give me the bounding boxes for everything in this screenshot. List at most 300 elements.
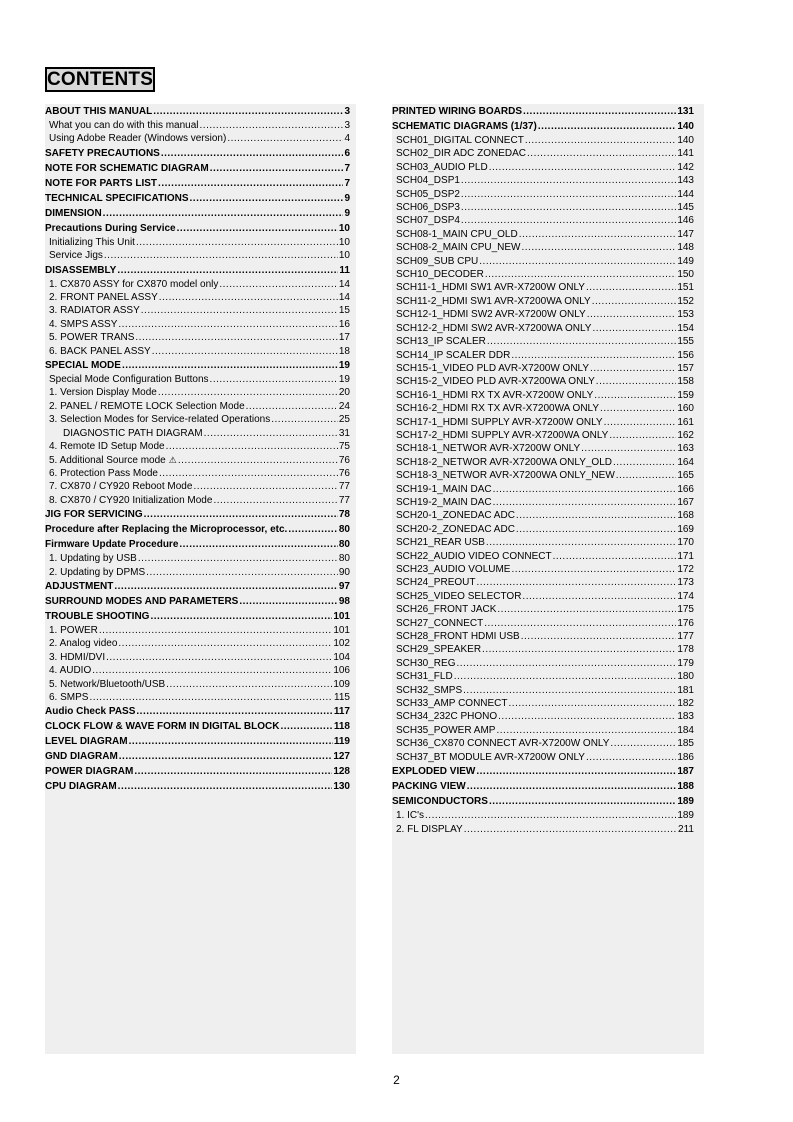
toc-entry[interactable]	[392, 335, 704, 348]
toc-entry-title: SEMICONDUCTORS	[392, 796, 488, 808]
toc-page-number: 80	[338, 553, 350, 565]
dot-leader	[525, 134, 677, 147]
toc-entry-title: POWER DIAGRAM	[45, 766, 134, 778]
dot-leader	[521, 241, 676, 254]
toc-entry[interactable]	[392, 684, 704, 697]
toc-page-number: 3	[344, 106, 350, 117]
dot-leader	[461, 214, 676, 227]
toc-entry-title: 2. Analog video	[49, 638, 118, 650]
toc-page-number: 174	[677, 590, 694, 602]
dot-leader	[486, 536, 676, 549]
dot-leader	[527, 147, 676, 160]
toc-page-number: 3	[344, 120, 350, 131]
toc-page-number: 20	[338, 387, 350, 399]
toc-page-number: 140	[677, 135, 694, 146]
dot-leader	[161, 146, 344, 161]
toc-page-number: 128	[333, 766, 350, 778]
toc-page-number: 24	[338, 400, 350, 412]
toc-page-number: 159	[677, 389, 694, 401]
toc-entry[interactable]	[392, 576, 704, 589]
toc-entry[interactable]	[392, 375, 704, 388]
toc-entry-title: SCH20-1_ZONEDAC ADC	[396, 510, 515, 522]
toc-entry[interactable]	[45, 704, 356, 719]
toc-entry[interactable]	[392, 295, 704, 308]
toc-entry-title: 1. POWER	[49, 624, 98, 636]
toc-entry-title: NOTE FOR PARTS LIST	[45, 177, 158, 189]
toc-page-number: 147	[677, 228, 694, 240]
toc-page-number: 148	[677, 242, 694, 254]
toc-entry[interactable]	[45, 522, 356, 537]
toc-page-number: 155	[677, 336, 694, 348]
toc-entry-title: PRINTED WIRING BOARDS	[392, 106, 522, 117]
toc-page-number: 7	[344, 177, 350, 189]
toc-entry[interactable]	[392, 268, 704, 281]
toc-entry[interactable]	[45, 278, 356, 291]
dot-leader	[122, 358, 338, 373]
toc-entry-title: SCH11-2_HDMI SW1 AVR-X7200WA ONLY	[396, 295, 591, 307]
toc-entry-title: Audio Check PASS	[45, 706, 136, 718]
toc-entry[interactable]	[45, 691, 356, 704]
toc-page-number: 154	[677, 322, 694, 334]
toc-entry[interactable]	[392, 737, 704, 750]
toc-page-number: 158	[677, 376, 694, 388]
toc-entry[interactable]	[392, 188, 704, 201]
dot-leader	[456, 657, 676, 670]
dot-leader	[136, 704, 332, 719]
dot-leader	[117, 263, 338, 278]
toc-entry-title: 6. Protection Pass Mode	[49, 467, 158, 479]
toc-page-number: 161	[677, 416, 694, 428]
toc-entry-title: SCH30_REG	[396, 657, 456, 669]
toc-page-number: 7	[344, 162, 350, 174]
toc-entry[interactable]	[45, 494, 356, 507]
toc-entry[interactable]	[45, 664, 356, 677]
toc-page-number: 186	[677, 751, 694, 763]
dot-leader	[146, 566, 338, 579]
toc-entry[interactable]	[45, 637, 356, 650]
toc-entry-title: SCH08-2_MAIN CPU_NEW	[396, 242, 521, 254]
toc-entry-title: SCH20-2_ZONEDAC ADC	[396, 523, 515, 535]
toc-page-number: 14	[338, 292, 350, 304]
toc-page-number: 167	[677, 496, 694, 508]
toc-page-number: 78	[338, 509, 350, 521]
toc-entry[interactable]	[45, 373, 356, 386]
toc-entry[interactable]	[392, 255, 704, 268]
dot-leader	[596, 375, 677, 388]
toc-page-number: 151	[677, 282, 694, 294]
toc-entry-title: 2. Updating by DPMS	[49, 566, 146, 578]
toc-entry[interactable]	[392, 104, 704, 119]
dot-leader	[239, 594, 338, 609]
toc-entry[interactable]	[45, 454, 356, 467]
toc-entry[interactable]	[45, 176, 356, 191]
toc-entry-title: SCH13_IP SCALER	[396, 336, 486, 348]
toc-page-number: 10	[338, 222, 350, 234]
toc-page-number: 119	[333, 736, 350, 748]
toc-entry[interactable]	[45, 609, 356, 624]
toc-entry[interactable]	[392, 456, 704, 469]
dot-leader	[425, 809, 676, 822]
toc-entry[interactable]	[45, 236, 356, 249]
toc-entry-title: LEVEL DIAGRAM	[45, 736, 128, 748]
toc-entry-title: SCH19-2_MAIN DAC	[396, 496, 492, 508]
toc-entry-title: ADJUSTMENT	[45, 580, 114, 592]
toc-page-number: 4	[344, 133, 350, 145]
toc-entry[interactable]	[45, 304, 356, 317]
toc-entry-title: PACKING VIEW	[392, 781, 466, 793]
dot-leader	[136, 236, 338, 249]
toc-entry-title: DIAGNOSTIC PATH DIAGRAM	[63, 427, 203, 439]
toc-entry-title: SCH07_DSP4	[396, 215, 460, 227]
toc-entry[interactable]	[392, 416, 704, 429]
dot-leader	[210, 373, 338, 386]
toc-page-number: 160	[677, 403, 694, 415]
toc-entry-title: 8. CX870 / CY920 Initialization Mode	[49, 494, 213, 506]
toc-entry-title: 1. IC's	[396, 810, 425, 822]
toc-entry-title: 4. Remote ID Setup Mode	[49, 441, 165, 453]
dot-leader	[118, 779, 333, 794]
toc-entry[interactable]	[392, 362, 704, 375]
dot-leader	[586, 281, 676, 294]
toc-entry[interactable]	[45, 537, 356, 552]
toc-entry[interactable]	[45, 579, 356, 594]
dot-leader	[609, 429, 676, 442]
dot-leader	[479, 255, 676, 268]
toc-entry-title: ABOUT THIS MANUAL	[45, 106, 153, 117]
toc-page-number: 164	[677, 456, 694, 468]
toc-entry-title: SCH10_DECODER	[396, 269, 484, 281]
dot-leader	[590, 362, 676, 375]
dot-leader	[213, 494, 337, 507]
toc-entry-title: SCH37_BT MODULE AVR-X7200W ONLY	[396, 751, 585, 763]
toc-entry[interactable]	[392, 322, 704, 335]
toc-entry-title: 2. PANEL / REMOTE LOCK Selection Mode	[49, 400, 245, 412]
toc-entry-title: SCH28_FRONT HDMI USB	[396, 631, 520, 643]
toc-entry-title: 3. HDMI/DVI	[49, 651, 106, 663]
toc-entry-title: Service Jigs	[49, 250, 103, 262]
toc-entry-title: DIMENSION	[45, 207, 102, 219]
toc-entry-title: Precautions During Service	[45, 222, 176, 234]
dot-leader	[464, 823, 677, 836]
toc-entry-title: EXPLODED VIEW	[392, 766, 476, 778]
toc-entry[interactable]	[392, 281, 704, 294]
dot-leader	[493, 483, 677, 496]
toc-entry[interactable]	[45, 678, 356, 691]
toc-page-number: 76	[338, 454, 350, 466]
dot-leader	[454, 670, 677, 683]
toc-entry-title: 6. BACK PANEL ASSY	[49, 345, 151, 357]
toc-entry[interactable]	[392, 442, 704, 455]
toc-entry[interactable]	[392, 779, 704, 794]
warning-triangle-icon: ⚠	[168, 454, 177, 465]
toc-entry[interactable]	[45, 119, 356, 132]
toc-page-number: 187	[677, 766, 694, 778]
toc-entry[interactable]	[45, 719, 356, 734]
toc-entry[interactable]	[392, 603, 704, 616]
toc-entry-title: GND DIAGRAM	[45, 751, 118, 763]
toc-entry-title: NOTE FOR SCHEMATIC DIAGRAM	[45, 162, 209, 174]
toc-entry[interactable]	[392, 643, 704, 656]
toc-entry[interactable]	[392, 469, 704, 482]
toc-entry[interactable]	[392, 823, 704, 836]
toc-page-number: 15	[338, 305, 350, 317]
toc-entry-title: 2. FL DISPLAY	[396, 823, 463, 835]
toc-page-number: 9	[344, 192, 350, 204]
dot-leader	[489, 161, 677, 174]
toc-entry[interactable]	[392, 509, 704, 522]
toc-entry[interactable]	[45, 400, 356, 413]
toc-entry[interactable]	[392, 349, 704, 362]
toc-entry[interactable]	[392, 710, 704, 723]
toc-entry[interactable]	[392, 134, 704, 147]
toc-entry[interactable]	[45, 749, 356, 764]
toc-entry[interactable]	[45, 566, 356, 579]
toc-entry[interactable]	[45, 734, 356, 749]
toc-entry[interactable]	[392, 214, 704, 227]
toc-entry[interactable]	[45, 624, 356, 637]
toc-entry[interactable]	[392, 402, 704, 415]
dot-leader	[166, 440, 338, 453]
toc-entry[interactable]	[45, 413, 356, 426]
toc-page-number: 31	[338, 427, 350, 439]
toc-page-number: 117	[333, 706, 350, 718]
toc-entry[interactable]	[392, 174, 704, 187]
toc-entry[interactable]	[392, 617, 704, 630]
dot-leader	[461, 201, 676, 214]
toc-page-number: 145	[677, 202, 694, 214]
toc-entry-title: SCH05_DSP2	[396, 188, 460, 200]
toc-page-number: 153	[677, 309, 694, 321]
toc-entry-title: SCH15-2_VIDEO PLD AVR-X7200WA ONLY	[396, 376, 595, 388]
toc-entry[interactable]	[45, 146, 356, 161]
toc-entry[interactable]	[45, 779, 356, 794]
dot-leader	[141, 304, 338, 317]
toc-page-number: 189	[677, 810, 694, 822]
toc-entry-title: SCH18-2_NETWOR AVR-X7200WA ONLY_OLD	[396, 456, 612, 468]
toc-entry[interactable]	[45, 440, 356, 453]
toc-entry[interactable]	[392, 563, 704, 576]
toc-page-number: 104	[333, 651, 350, 663]
toc-entry-title: 3. Selection Modes for Service-related Operations	[49, 414, 271, 426]
toc-entry[interactable]	[45, 249, 356, 262]
dot-leader	[129, 734, 333, 749]
toc-entry[interactable]	[45, 263, 356, 278]
dot-leader	[467, 779, 677, 794]
toc-entry[interactable]	[45, 132, 356, 145]
dot-leader	[484, 617, 676, 630]
toc-entry[interactable]	[392, 536, 704, 549]
toc-entry[interactable]	[392, 751, 704, 764]
dot-leader	[521, 630, 677, 643]
toc-page-number: 6	[344, 147, 350, 159]
toc-page-number: 127	[333, 751, 350, 763]
toc-page-number: 166	[677, 483, 694, 495]
toc-page-number: 170	[677, 537, 694, 549]
toc-entry-title: SCH06_DSP3	[396, 202, 460, 214]
toc-entry-title: SCH04_DSP1	[396, 175, 460, 187]
toc-page-number: 150	[677, 269, 694, 281]
toc-entry-title: SCH23_AUDIO VOLUME	[396, 564, 511, 575]
toc-entry[interactable]	[45, 427, 356, 440]
toc-entry-title: SPECIAL MODE	[45, 360, 121, 372]
toc-page-number: 140	[677, 121, 694, 132]
toc-left-column	[45, 104, 356, 1054]
toc-entry[interactable]	[392, 241, 704, 254]
toc-entry[interactable]	[392, 483, 704, 496]
toc-entry[interactable]	[45, 318, 356, 331]
contents-title: CONTENTS	[47, 69, 154, 90]
dot-leader	[150, 609, 332, 624]
toc-entry[interactable]	[392, 228, 704, 241]
dot-leader	[99, 624, 332, 637]
dot-leader	[493, 496, 677, 509]
toc-entry[interactable]	[392, 794, 704, 809]
toc-entry[interactable]	[392, 724, 704, 737]
dot-leader	[538, 119, 676, 134]
dot-leader	[135, 331, 337, 344]
toc-entry[interactable]	[392, 764, 704, 779]
toc-page-number: 90	[338, 566, 350, 578]
toc-page-number: 25	[338, 414, 350, 426]
toc-page-number: 179	[677, 657, 694, 669]
toc-entry[interactable]	[45, 467, 356, 480]
dot-leader	[92, 664, 332, 677]
toc-entry[interactable]	[45, 552, 356, 565]
toc-entry[interactable]	[45, 331, 356, 344]
toc-page-number: 19	[338, 360, 350, 372]
toc-entry[interactable]	[392, 201, 704, 214]
page-number: 2	[393, 1073, 400, 1087]
toc-entry[interactable]	[45, 764, 356, 779]
toc-page-number: 185	[677, 738, 694, 750]
toc-entry-title: SCH29_SPEAKER	[396, 644, 482, 656]
toc-entry[interactable]	[392, 697, 704, 710]
toc-entry-title: SCH34_232C PHONO	[396, 711, 498, 723]
toc-entry[interactable]	[392, 308, 704, 321]
dot-leader	[134, 764, 332, 779]
dot-leader	[104, 249, 338, 262]
toc-entry-title: CLOCK FLOW & WAVE FORM IN DIGITAL BLOCK	[45, 721, 280, 733]
dot-leader	[592, 322, 676, 335]
dot-leader	[204, 427, 338, 440]
toc-entry[interactable]	[392, 147, 704, 160]
toc-entry[interactable]	[45, 345, 356, 358]
toc-entry[interactable]	[45, 291, 356, 304]
toc-entry[interactable]	[45, 206, 356, 221]
toc-entry-title: DISASSEMBLY	[45, 264, 117, 276]
toc-entry[interactable]	[45, 161, 356, 176]
toc-entry-title: 5. Network/Bluetooth/USB	[49, 678, 166, 690]
toc-entry-title: SCH31_FLD	[396, 671, 453, 683]
toc-page-number: 176	[677, 617, 694, 629]
toc-page-number: 106	[333, 665, 350, 677]
toc-entry[interactable]	[392, 523, 704, 536]
toc-entry-title: 7. CX870 / CY920 Reboot Mode	[49, 481, 193, 493]
dot-leader	[246, 400, 338, 413]
toc-entry-title: SCH32_SMPS	[396, 684, 463, 696]
dot-leader	[581, 442, 676, 455]
toc-page-number: 149	[677, 255, 694, 267]
toc-entry[interactable]	[45, 480, 356, 493]
toc-entry[interactable]	[45, 651, 356, 664]
toc-entry[interactable]	[392, 119, 704, 134]
toc-entry-title: 2. FRONT PANEL ASSY	[49, 292, 158, 304]
toc-page-number: 9	[344, 207, 350, 219]
toc-entry[interactable]	[392, 590, 704, 603]
toc-entry-title: SCH26_FRONT JACK	[396, 604, 497, 616]
toc-entry-title: SCH18-3_NETWOR AVR-X7200WA ONLY_NEW	[396, 470, 615, 482]
toc-entry[interactable]	[392, 496, 704, 509]
dot-leader	[144, 507, 338, 522]
toc-entry-title: Procedure after Replacing the Microprocessor, etc.	[45, 524, 288, 536]
dot-leader	[553, 550, 677, 563]
toc-entry-title: 1. Updating by USB	[49, 553, 137, 565]
toc-entry[interactable]	[392, 161, 704, 174]
toc-entry-title: SCH25_VIDEO SELECTOR	[396, 590, 522, 602]
dot-leader	[114, 579, 338, 594]
dot-leader	[587, 308, 677, 321]
toc-page-number: 76	[338, 467, 350, 479]
toc-page-number: 172	[677, 564, 694, 575]
toc-entry[interactable]	[392, 550, 704, 563]
toc-entry-title: SCH16-2_HDMI RX TX AVR-X7200WA ONLY	[396, 403, 600, 415]
dot-leader	[103, 206, 344, 221]
dot-leader	[190, 191, 344, 206]
dot-leader	[118, 637, 332, 650]
toc-entry[interactable]	[45, 191, 356, 206]
toc-entry[interactable]	[45, 386, 356, 399]
toc-entry-title: SCH03_AUDIO PLD	[396, 161, 488, 173]
toc-entry[interactable]	[392, 657, 704, 670]
dot-leader	[487, 335, 676, 348]
toc-page-number: 141	[677, 148, 694, 160]
toc-page-number: 182	[677, 698, 694, 710]
dot-leader	[280, 719, 332, 734]
toc-entry[interactable]	[45, 594, 356, 609]
dot-leader	[516, 509, 676, 522]
toc-entry[interactable]	[392, 809, 704, 822]
toc-page-number: 177	[677, 631, 694, 643]
dot-leader	[178, 454, 338, 467]
toc-entry-title: SCH18-1_NETWOR AVR-X7200W ONLY	[396, 443, 581, 455]
toc-entry[interactable]	[392, 389, 704, 402]
toc-entry[interactable]	[392, 630, 704, 643]
toc-entry-title: SURROUND MODES AND PARAMETERS	[45, 595, 239, 607]
toc-entry-title: SCH08-1_MAIN CPU_OLD	[396, 228, 518, 240]
toc-entry-title: 5. POWER TRANS	[49, 332, 135, 344]
dot-leader	[461, 188, 676, 201]
toc-entry[interactable]	[45, 507, 356, 522]
toc-page-number: 181	[677, 684, 694, 696]
dot-leader	[158, 176, 343, 191]
toc-entry-title: SCH17-2_HDMI SUPPLY AVR-X7200WA ONLY	[396, 429, 609, 441]
toc-entry[interactable]	[392, 429, 704, 442]
toc-entry[interactable]	[45, 221, 356, 236]
toc-page-number: 156	[677, 349, 694, 361]
toc-entry-title: SCH11-1_HDMI SW1 AVR-X7200W ONLY	[396, 282, 585, 294]
toc-page-number: 10	[338, 236, 350, 248]
toc-page-number: 157	[677, 362, 694, 374]
toc-page-number: 14	[338, 278, 350, 290]
toc-entry[interactable]	[45, 104, 356, 119]
toc-page-number: 152	[677, 295, 694, 307]
toc-entry[interactable]	[45, 358, 356, 373]
toc-page-number: 183	[677, 711, 694, 723]
toc-entry[interactable]	[392, 670, 704, 683]
toc-page-number: 19	[338, 374, 350, 386]
toc-entry-title: SCH36_CX870 CONNECT AVR-X7200W ONLY	[396, 738, 610, 750]
dot-leader	[219, 278, 338, 291]
